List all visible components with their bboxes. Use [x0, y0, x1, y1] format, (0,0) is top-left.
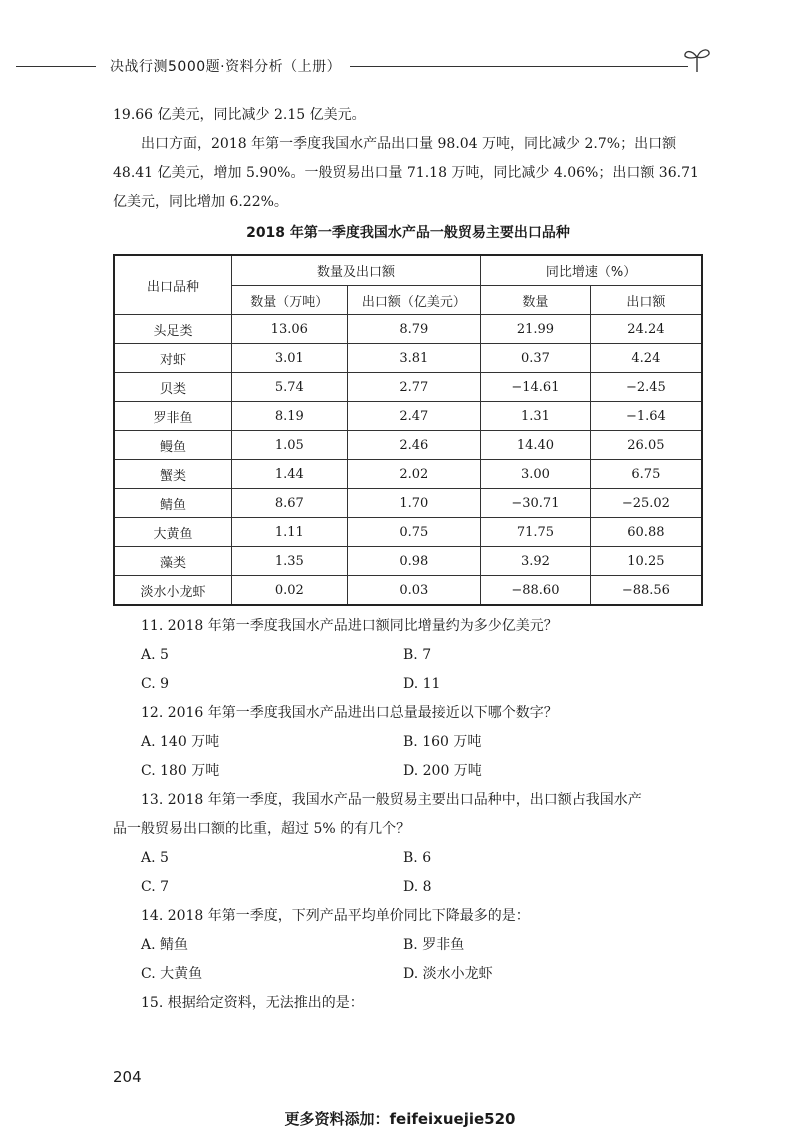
cell-export-amount: 2.77: [347, 373, 480, 402]
cell-variety: 大黄鱼: [114, 518, 231, 547]
table-row: [114, 344, 702, 373]
cell-variety: 贝类: [114, 373, 231, 402]
cell-quantity: 13.06: [231, 315, 347, 344]
cell-quantity: 1.05: [231, 431, 347, 460]
cell-export-growth: 24.24: [590, 315, 702, 344]
cell-quantity-growth: 21.99: [481, 315, 591, 344]
footer-note: 更多资料添加：feifeixuejie520: [284, 1110, 516, 1128]
cell-variety: 对虾: [114, 344, 231, 373]
intro-text: [113, 101, 703, 217]
cell-export-amount: 3.81: [347, 344, 480, 373]
cell-quantity: 1.11: [231, 518, 347, 547]
cell-quantity-growth: 3.00: [481, 460, 591, 489]
question-12-options-row-2: [113, 757, 703, 786]
cell-quantity-growth: 71.75: [481, 518, 591, 547]
cell-export-amount: 1.70: [347, 489, 480, 518]
cell-export-growth: 60.88: [590, 518, 702, 547]
header-quantity: 数量（万吨）: [231, 286, 347, 315]
header-variety: 出口品种: [114, 255, 231, 315]
cell-quantity: 0.02: [231, 576, 347, 606]
option-d: D. 11: [403, 676, 441, 692]
header-quantity-growth: 数量: [481, 286, 591, 315]
cell-variety: 头足类: [114, 315, 231, 344]
option-b: B. 7: [403, 647, 432, 663]
cell-quantity-growth: 14.40: [481, 431, 591, 460]
question-12-stem: 12. 2016 年第一季度我国水产品进出口总量最接近以下哪个数字？: [141, 705, 558, 721]
cell-export-amount: 2.47: [347, 402, 480, 431]
table-row: [114, 431, 702, 460]
option-d: D. 8: [403, 879, 432, 895]
option-a: A. 鲭鱼: [141, 937, 189, 953]
cell-quantity: 8.67: [231, 489, 347, 518]
cell-quantity: 8.19: [231, 402, 347, 431]
question-14-stem: 14. 2018 年第一季度，下列产品平均单价同比下降最多的是：: [141, 908, 530, 924]
option-c: C. 9: [141, 676, 170, 692]
cell-quantity: 3.01: [231, 344, 347, 373]
question-12-options-row-1: [113, 728, 703, 757]
page-number: 204: [113, 1068, 142, 1086]
question-13-stem: 13. 2018 年第一季度，我国水产品一般贸易主要出口品种中，出口额占我国水产: [141, 792, 642, 808]
cell-export-growth: −88.56: [590, 576, 702, 606]
table-header-row-1: [114, 255, 702, 286]
table-row: [114, 373, 702, 402]
option-a: A. 140 万吨: [141, 734, 220, 750]
option-c: C. 7: [141, 879, 170, 895]
table-title: 2018 年第一季度我国水产品一般贸易主要出口品种: [246, 225, 570, 241]
table-row: [114, 547, 702, 576]
header-growth-group: 同比增速（%）: [481, 255, 702, 286]
running-header: [0, 44, 800, 84]
question-13-options-row-1: [113, 844, 703, 873]
cell-variety: 鳗鱼: [114, 431, 231, 460]
option-d: D. 200 万吨: [403, 763, 482, 779]
question-11-stem: 11. 2018 年第一季度我国水产品进口额同比增量约为多少亿美元？: [141, 618, 558, 634]
question-list: [113, 612, 703, 1018]
cell-quantity-growth: 1.31: [481, 402, 591, 431]
question-14-options-row-1: [113, 931, 703, 960]
cell-export-growth: −1.64: [590, 402, 702, 431]
book-title: 决战行测5000题·资料分析（上册）: [110, 59, 342, 75]
cell-export-amount: 0.98: [347, 547, 480, 576]
header-rule-right: [350, 66, 688, 67]
cell-export-growth: 10.25: [590, 547, 702, 576]
cell-export-growth: −2.45: [590, 373, 702, 402]
option-c: C. 大黄鱼: [141, 966, 203, 982]
question-15-stem: 15. 根据给定资料，无法推出的是：: [141, 995, 364, 1011]
cell-variety: 藻类: [114, 547, 231, 576]
option-b: B. 罗非鱼: [403, 937, 465, 953]
sprout-icon: [682, 44, 712, 74]
question-11-options-row-1: [113, 641, 703, 670]
cell-quantity-growth: −88.60: [481, 576, 591, 606]
option-d: D. 淡水小龙虾: [403, 966, 493, 982]
cell-export-growth: 6.75: [590, 460, 702, 489]
cell-quantity: 5.74: [231, 373, 347, 402]
header-export-growth: 出口额: [590, 286, 702, 315]
header-rule-left: [16, 66, 96, 67]
cell-variety: 淡水小龙虾: [114, 576, 231, 606]
cell-quantity-growth: −14.61: [481, 373, 591, 402]
table-row: [114, 489, 702, 518]
table-row: [114, 518, 702, 547]
cell-quantity-growth: 3.92: [481, 547, 591, 576]
cell-variety: 蟹类: [114, 460, 231, 489]
header-quantity-group: 数量及出口额: [231, 255, 480, 286]
cell-quantity: 1.35: [231, 547, 347, 576]
cell-variety: 罗非鱼: [114, 402, 231, 431]
option-a: A. 5: [141, 850, 169, 866]
cell-export-growth: 26.05: [590, 431, 702, 460]
table-row: [114, 576, 702, 606]
option-a: A. 5: [141, 647, 169, 663]
option-b: B. 160 万吨: [403, 734, 482, 750]
cell-quantity: 1.44: [231, 460, 347, 489]
cell-export-amount: 0.75: [347, 518, 480, 547]
cell-export-amount: 8.79: [347, 315, 480, 344]
cell-export-amount: 2.02: [347, 460, 480, 489]
cell-export-amount: 0.03: [347, 576, 480, 606]
cell-export-amount: 2.46: [347, 431, 480, 460]
question-11-options-row-2: [113, 670, 703, 699]
cell-quantity-growth: −30.71: [481, 489, 591, 518]
paragraph-2: 出口方面，2018 年第一季度我国水产品出口量 98.04 万吨，同比减少 2.7%；出口额 48.41 亿美元，增加 5.90%。一般贸易出口量 71.18 万吨，同比减少 4.06%；出口额 36.71 亿美元，同比增加 6.22%。: [113, 136, 699, 210]
option-c: C. 180 万吨: [141, 763, 220, 779]
cell-variety: 鲭鱼: [114, 489, 231, 518]
paragraph-1: 19.66 亿美元，同比减少 2.15 亿美元。: [113, 107, 366, 123]
cell-export-growth: 4.24: [590, 344, 702, 373]
question-14-options-row-2: [113, 960, 703, 989]
export-varieties-table: [113, 254, 703, 606]
question-13-stem-continued: 品一般贸易出口额的比重，超过 5% 的有几个？: [113, 821, 411, 837]
table-row: [114, 402, 702, 431]
option-b: B. 6: [403, 850, 432, 866]
table-row: [114, 315, 702, 344]
question-13-options-row-2: [113, 873, 703, 902]
table-row: [114, 460, 702, 489]
header-export-amount: 出口额（亿美元）: [347, 286, 480, 315]
cell-export-growth: −25.02: [590, 489, 702, 518]
cell-quantity-growth: 0.37: [481, 344, 591, 373]
